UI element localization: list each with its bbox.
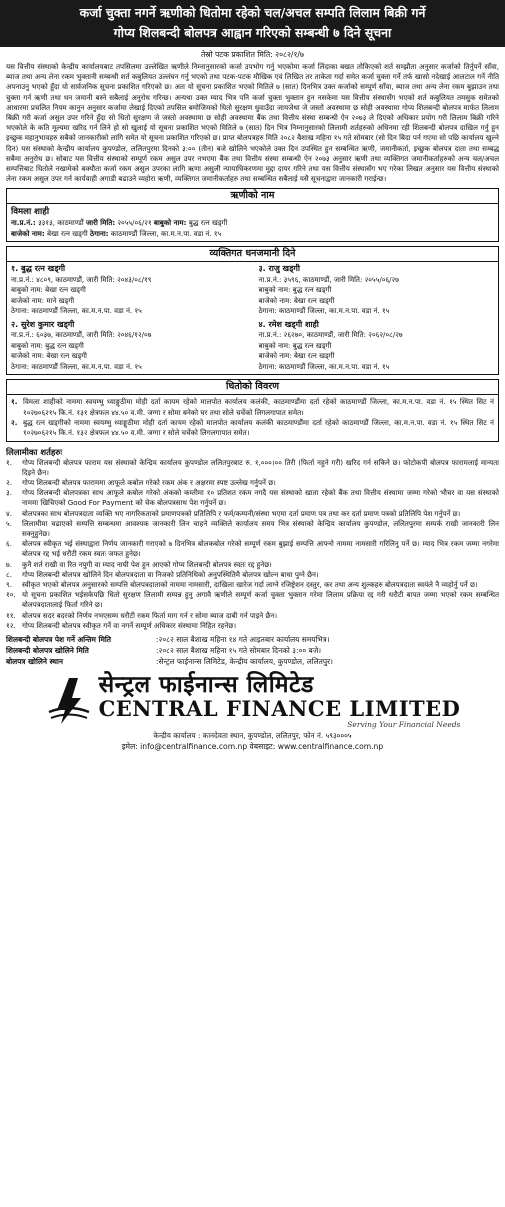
company-tagline: Serving Your Financial Needs [347,720,461,730]
guarantor-card [259,320,495,373]
term-item [6,519,499,539]
banner-line-1: कर्जा चुक्ता नगर्ने ऋणीको धितोमा रहेको चल/अचल सम्पति लिलाम बिक्री गर्ने [79,5,426,20]
schedule-label: बोलपत्र खोलिने स्थान [6,657,64,667]
citizenship-label: ना.प्र.नं.: [11,218,36,228]
company-logo-block [6,672,499,729]
grandfather-label: बाजेको नाम: [11,228,45,238]
schedule-row [6,634,499,645]
term-number: ६. [6,539,12,549]
security-item [11,397,494,418]
guarantor-address: ठेगाना: काठमाण्डौं जिल्ला, का.म.न.पा. वडा नं. १५ [11,306,142,316]
security-heading: धितोको विवरण [6,379,499,395]
schedule-value: :सेन्ट्रल फाईनान्स लिमिटेड, केन्द्रीय कार्यालय, कुपण्डोल, ललितपुर। [156,657,333,667]
term-item [6,560,499,570]
term-text: कुनै शर्त राखी वा रित नपुगी वा म्याद नाघी पेश हुन आएको गोप्य शिलबन्दी बोलपत्र स्वतः रद्द हुनेछ। [22,559,272,569]
citizenship-value: ३३१३, काठमाण्डौं [37,218,84,228]
term-number: ३. [6,488,12,498]
guarantor-grandfather: बाजेको नाम: बेखा रत्न खड्गी [258,351,335,361]
term-number: १२. [6,620,16,630]
guarantor-grandfather: बाजेको नाम: बेखा रत्न खड्गी [11,351,87,361]
term-item [6,458,499,478]
guarantor-card [11,320,247,373]
guarantor-name: ४. रमेश खड्गी शाही [258,319,319,329]
guarantor-name: १. बुद्ध रत्न खड्गी [11,264,66,274]
term-text: बोलपत्र सदर बदरको निर्णय नभएसम्म धरौटी रकम फिर्ता माग गर्न र सोमा ब्याज दाबी गर्न पाइने छैन। [22,610,278,620]
term-text: स्वीकृत भएको बोलपत्र अनुसारको सम्पत्ति बोलपत्रदाताको नाममा नामसारी, दाखिला खारेज गर्दा लाग्ने रजिष्ट्रेशन दस्तुर, कर तथा अन्य शुल्कहरु बोलपत्रदाता स्वयंले नै व्यहोर्नु पर्ने छ। [22,580,478,590]
term-number: १०. [6,590,16,600]
guarantor-father: बाबुको नाम: बुद्ध रत्न खड्गी [258,340,332,350]
term-text: गोप्य शिलबन्दी बोलपत्र स्वीकृत गर्ने वा नगर्ने सम्पूर्ण अधिकार संस्थामा निहित रहनेछ। [22,620,237,630]
published-date: तेस्रो पटक प्रकाशित मिति: २०८२/१/७ [201,50,304,59]
schedule-value: :२०८२ साल बैशाख महिना १५ गते सोमबार दिनको ३:०० बजे। [156,646,322,656]
terms-list [6,458,499,631]
schedule-row [6,645,499,656]
security-item-text: विमला शाहीको नाममा स्वयम्भु ध्याङ्गुठीमा मोही दर्ता कायम रहेको मालपोत कार्यालय कलंकी, काठमाण्डौंमा दर्ता रहेको काठमाण्डौं जिल्ला, का.म.न.पा. वडा नं. १५ स्थित सिट नं १०२७०६२१५ कि.नं. १३१ क्षेत्रफल ४४.५० व.मी. जग्गा र सोमा बनेको घर तथा सोले चर्चेको लिगलगापात समेत। [23,397,494,417]
office-address: केन्द्रीय कार्यालय : कानदेवता स्थान, कुपण्डोल, ललितपुर, फोन नं. ५९३०००५ [153,731,352,741]
guarantor-grandfather: बाजेको नाम: बेखा रत्न खड्गी [258,295,335,305]
term-number: २. [6,478,12,488]
contact-info: इमेल: info@centralfinance.com.np वेबसाइट: www.centralfinance.com.np [121,742,384,752]
guarantor-name: २. सुरेश कुमार खड्गी [11,319,75,329]
term-text: गोप्य शिलबन्दी बोलपत्र खोलिने दिन बोलपत्रदाता वा निजको प्रतिनिधिको अनुपस्थितिमै बोलपत्र खोल्न बाधा पुग्ने छैन। [22,569,319,579]
grandfather-value: बेखा रत्न खड्गी [47,228,88,238]
term-number: ९. [6,580,12,590]
security-item-number: २. [11,418,18,428]
guarantor-heading: व्यक्तिगत धनजमानी दिने [6,246,499,262]
term-item [6,509,499,519]
term-item [6,478,499,488]
father-label: बाबुको नाम: [153,218,187,228]
term-item [6,611,499,621]
guarantor-card [259,264,495,317]
term-item [6,539,499,559]
father-value: बुद्ध रत्न खड्गी [188,218,228,228]
guarantor-father: बाबुको नाम: बुद्ध रत्न खड्गी [11,340,84,350]
guarantor-citizenship: ना.प्र.नं.: ४८०९, काठमाण्डौं, जारी मिति: २०४३/०८/१९ [11,274,152,284]
guarantor-citizenship: ना.प्र.नं.: २६२७०, काठमाण्डौं, जारी मिति: २०६२/०८/२७ [258,330,403,340]
terms-title: लिलामीका शर्तहरुः [6,446,63,457]
company-name-english: CENTRAL FINANCE LIMITED [98,696,461,722]
security-item [11,418,494,439]
security-item-text: बुद्ध रत्न खड्गीको नाममा स्वयम्भु ध्याङ्गुठीमा मोही दर्ता कायम रहेको मालपोत कार्यालय कलंकी काठमाण्डौंमा दर्ता रहेको काठमाण्डौं जिल्ला, का.म.न.पा. वडा नं. १५ स्थित सिट नं १०२७०६२१५ कि.नं. १३२ क्षेत्रफल ४४.५० व.मी. जग्गा र सोले चर्चेको लिगलगापात समेत। [23,418,494,438]
schedule-label: शिलबन्दी बोलपत्र पेश गर्ने अन्तिम मिति [6,635,111,645]
schedule-row [6,656,499,667]
term-number: ८. [6,569,12,579]
term-number: ५. [6,518,12,528]
guarantor-grandfather: बाजेको नाम: माने खड्गी [11,295,75,305]
debtor-line-2 [11,229,494,240]
term-item [6,590,499,610]
term-item [6,570,499,580]
schedule-label: शिलबन्दी बोलपत्र खोलिने मिति [6,646,89,656]
schedule-value: :२०८२ साल बैशाख महिना १४ गते आइतबार कार्यालय समयभित्र। [156,635,330,645]
debtor-heading: ऋणीको नाम [6,188,499,204]
guarantor-citizenship: ना.प्र.नं.: ६०३७, काठमाण्डौं, जारी मिति: २०४६/१२/०७ [11,330,152,340]
term-number: ११. [6,610,16,620]
guarantor-address: ठेगाना: काठमाण्डौं जिल्ला, का.म.न.पा. वडा नं. १५ [258,306,390,316]
guarantor-citizenship: ना.प्र.नं.: ३५९६, काठमाण्डौं, जारी मिति: २०५५/०६/२७ [258,274,399,284]
term-text: बोलपत्रका साथ बोलपत्रदाता व्यक्ति भए नागरिकताको प्रमाणपत्रको प्रतिलिपि र फर्म/कम्पनी/संस्था भएमा दर्ता प्रमाण पत्र तथा कर दर्ता प्रमाण पत्रको प्रतिलिपि पेश गर्नुपर्ने छ। [22,508,461,518]
term-number: १. [6,457,12,467]
security-item-number: १. [11,397,18,407]
term-text: यो सूचना प्रकाशित भईसकेपछि धितो सुरक्षण लिलामी सम्पन्न हुनु अगावै ऋणीले सम्पूर्ण कर्जा चुक्ता भुक्तान गरेमा लिलाम प्रक्रिया रद्द गरी धरौटी बापत जम्मा भएको रकम सम्बन्धित बोलपत्रदातालाई फिर्ता गरिने छ। [22,590,499,610]
term-text: गोप्य शिलबन्दी बोलपत्र फाराम यस संस्थाको केन्द्रिय कार्यालय कुपण्डोल ललितपुरबाट रु. १,०००।०० तिरी (फिर्ता नहुने गरी) खरिद गर्न सकिने छ। फोटोकपी बोलपत्र फारामलाई मान्यता दिइने छैन। [22,457,499,477]
term-text: लिलामीमा चढाएको सम्पत्ति सम्बन्धमा आवश्यक जानकारी लिन चाहने व्यक्तिले कार्यालय समय भित्र संस्थाको केन्द्रिय कार्यालय कुपण्डोल, ललितपुरमा सम्पर्क राखी जानकारी लिन सक्नुहुनेछ। [22,518,499,539]
guarantor-address: ठेगाना: काठमाण्डौं जिल्ला, का.म.न.पा. वडा नं. १५ [11,361,142,371]
guarantor-name: ३. राजु खड्गी [258,264,300,274]
term-text: गोप्य शिलबन्दी बोलपत्रका साथ आफूले कबोल गरेको अंकको कम्तीमा १० प्रतिशत रकम नगदै यस संस्थाको खाता रहेको बैंक तथा वित्तीय संस्थामा जम्मा गरेको भौचर वा यस संस्थाको नाममा खिचिएको Good For Payment को चेक बोलपत्रसाथ पेश गर्नुपर्ने छ। [22,488,499,508]
guarantor-card [11,264,247,317]
term-text: गोप्य शिलबन्दी बोलपत्र फाराममा आफूले कबोल गरेको रकम अंक र अक्षरमा स्पष्ट उल्लेख गर्नुपर्ने छ। [22,478,276,488]
address-value: काठमाण्डौं जिल्ला, का.म.न.पा. वडा नं. १५ [110,228,222,238]
address-label: ठेगाना: [89,228,109,238]
company-name-nepali: सेन्ट्रल फाईनान्स लिमिटेड [98,671,314,699]
debtor-line-1 [11,218,494,229]
guarantor-father: बाबुको नाम: बेखा रत्न खड्गी [11,285,86,295]
debtor-name: विमला शाही [11,207,50,218]
term-number: ४. [6,508,12,518]
company-name-block [99,672,461,729]
banner-line-2: गोप्य शिलबन्दी बोलपत्र आह्वान गरिएको सम्बन्धी ७ दिने सूचना [113,25,392,40]
issue-date-value: २०५५/०६/२१ [117,218,152,228]
term-text: बोलपत्र स्वीकृत भई संस्थाद्वारा निर्णय जानकारी गराएको ७ दिनभित्र बोलकबोल गरेको सम्पूर्ण रकम बुझाई सम्पत्ति आफ्नो नाममा नामसारी गरिलिनु पर्ने छ। म्याद भित्र रकम जम्मा नगरेमा बोलपत्र रद्द भई धरौटी रकम स्वतः जफत हुनेछ। [22,539,499,559]
notice-banner [0,0,505,47]
guarantor-address: ठेगाना: काठमाण्डौं जिल्ला, का.म.न.पा. वडा नं. १५ [258,361,390,371]
term-item [6,488,499,508]
issue-date-label: जारी मिति: [85,218,116,228]
guarantor-box [6,262,499,375]
company-logo-icon [45,676,93,726]
term-item [6,580,499,590]
security-box [6,395,499,441]
term-item [6,621,499,631]
debtor-box [6,204,499,242]
term-number: ७. [6,559,12,569]
guarantor-father: बाबुको नाम: बुद्ध रत्न खड्गी [258,285,332,295]
intro-paragraph: यस वित्तीय संस्थाको केन्द्रीय कार्यालयबाट तपसिलमा उल्लेखित ऋणीले निम्नानुसारको कर्जा उपभोग गर्नु भएकोमा कर्जा लिंदाका बखत तोकिएको शर्त सम्झौता अनुसार कर्जाको तिर्नुपर्ने साँवा, ब्याज तथा अन्य लेना रकम भुक्तानी सम्बन्धी शर्त कबुलियत उल्लंघन गर्नु भएको तथा पटक-पटक मौखिक एवं लिखित तर ताकेता गर्दा समेत कर्जा चुक्ता गर्ने तर्फ खासो नदेखाई आलटाल गर्ने नीति अपनाउनु भएको हुँदा यो सार्वजनिक सूचना प्रकाशित गरिएको छ। अतः यो सूचना प्रकाशित भएको मितिले ७ (सात) दिनभित्र उक्त कर्जाको सम्पूर्ण साँवा, ब्याज तथा अन्य लेना रकम बुझाउन तथा चुक्ता गर्न ऋणी तथा धन जमानी बस्ने सबैलाई अनुरोध गरिन्छ। अन्यथा उक्त म्याद भित्र पनि कर्जा चुक्ता भुक्तान हुन नसकेमा यस वित्तीय संस्थासँग भएको शर्त कबुलियत तमसुक समेतको आधारमा प्रचलित नियम कानुन अनुसार कर्जामा लेखाई दिएको तपसिल बमोजिमको धितो सुरक्षण धुवाउँदा जायजेथा जे जस्तो अवस्थामा छ सोही अवस्थामा गोप्य शिलबन्दी बोलपत्र मार्फत लिलाम बिक्री गरी कर्जा असुल उपर गरिने हुँदा सो धितो सुरक्षण जे जस्तो अवस्थामा छ सोही अवस्थामा बैंक तथा वित्तीय संस्था सम्बन्धी ऐन २०७३ ले दिएको अधिकार प्रयोग गरी लिलाम बिक्री गरिने भएकोले के कति मूल्यमा खरिद गर्न लिने हो सो खुलाई यो सूचना प्रकाशित भएको मितिले ७ (सात) दिन भित्र निम्नानुसारको लिलामी शर्तहरुको अधिनमा रही शिलबन्दी बोलपत्र दाखिल गर्नु हुन इच्छुक महानुभावहरु सबैको जानकारीको लागि समेत यो सूचना प्रकाशित गरिएको छ। प्राप्त बोलपत्रहरु मिति २०८२ बैशाख महिना १५ गते सोमबार (सो दिन बिदा पर्न गएमा सो पछि कार्यालय खुल्ने दिन) यस संस्थाको केन्द्रीय कार्यालय कुपण्डोल, ललितपुरमा दिनको ३:०० (तीन) बजे खोलिने भएकोले उक्त दिन उपस्थित हुन सम्बन्धित ऋणी, जमानीकर्ता, इच्छुक बोलपत्र दाता तथा सम्बद्ध सबैमा अनुरोध छ। सोबाट यस वित्तीय संस्थाको सम्पूर्ण रकम असुल उपर नभएमा बैंक तथा वित्तीय संस्था सम्बन्धी ऐन २०७३ अनुसार ऋणी तथा व्यक्तिगत जमानीकर्ताहरुको अन्य चल/अचल सम्पत्तिबाट धितोले नखामेको बक्यौता कर्जा रकम असुल उपरका लागि ऋणा असुली न्यायाधिकरणमा मुद्दा दायर गरिने तथा यस वित्तीय संस्थासँग भए गरेका लिखत अनुसार यस वित्तीय संस्थाको लेना रकम असुल उपर गर्न कार्यवाही अगाडी बढाउने व्यहोरा ऋणी, व्यक्तिगत जमानीकर्ताहरु तथा सम्बन्धित सबैलाई यसै सूचनाद्वारा जानकारी गराईन्छ। [6,62,500,184]
bid-schedule [6,634,499,667]
